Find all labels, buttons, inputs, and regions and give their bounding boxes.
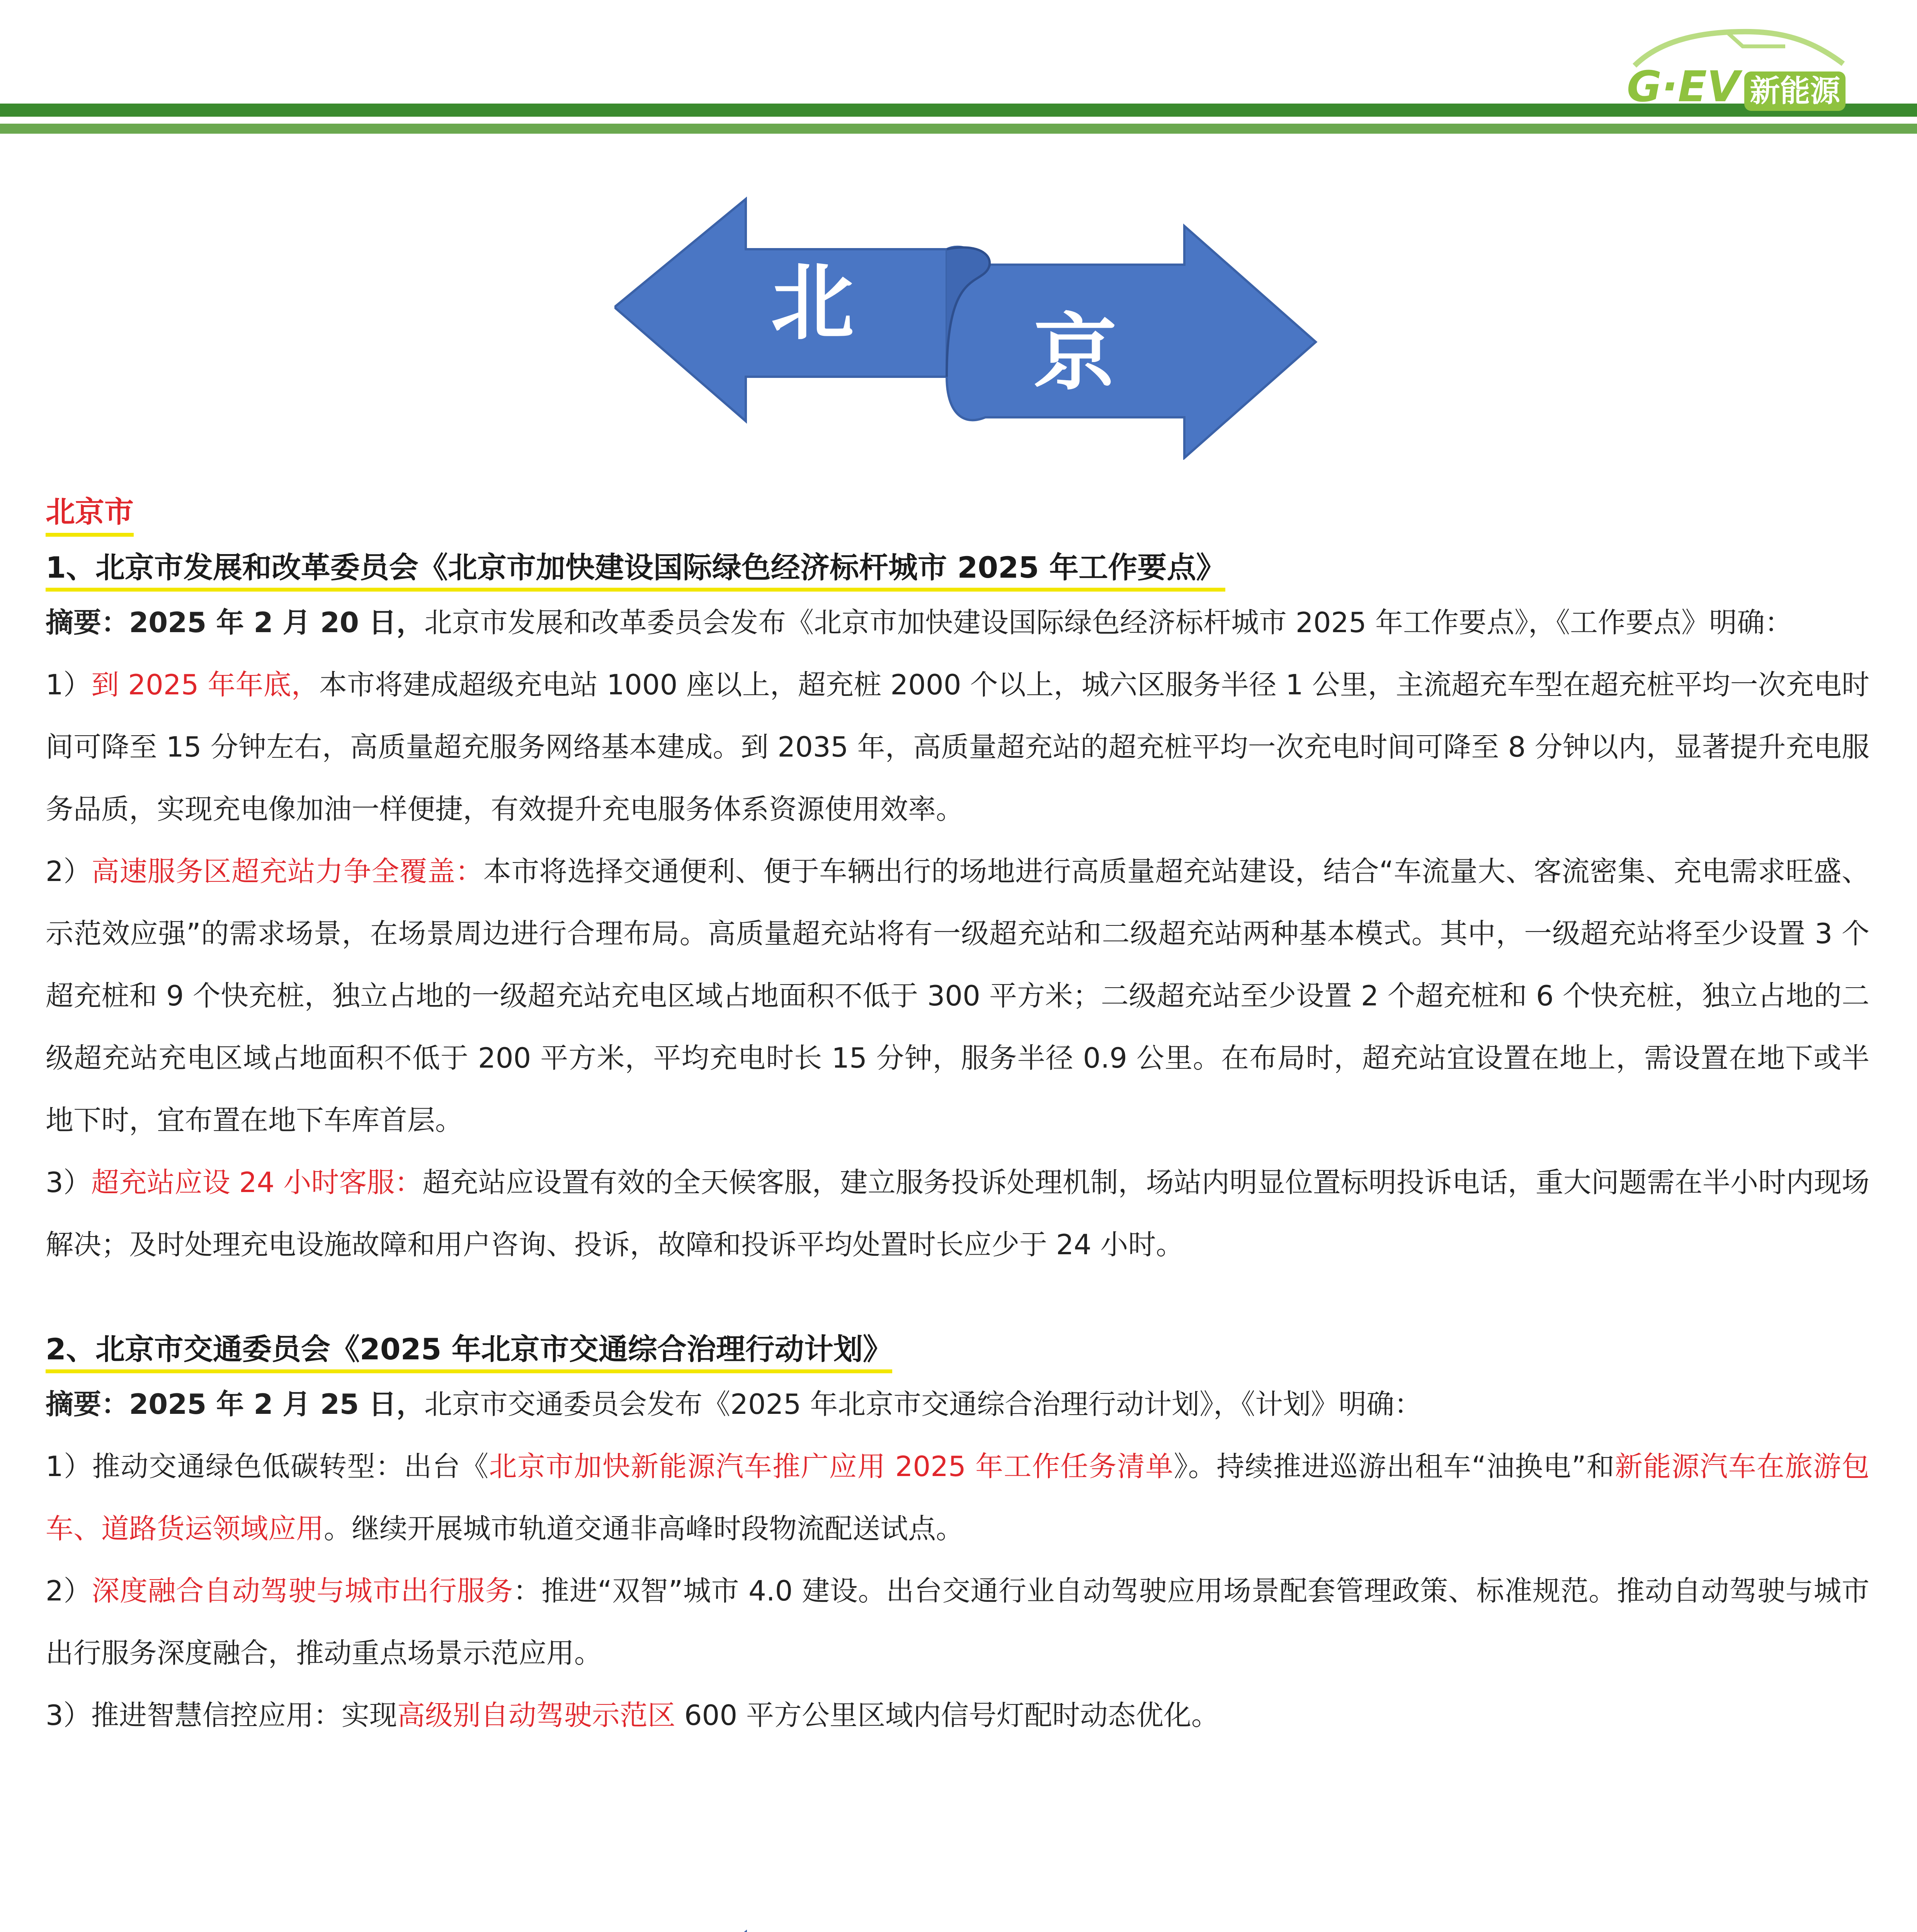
city-title: 北京市 [46, 493, 134, 537]
list-item: 1）到 2025 年年底，本市将建成超级充电站 1000 座以上，超充桩 2000 个以上，城六区服务半径 1 公里，主流超充车型在超充桩平均一次充电时间可降至 15 分钟左右，高质量超充服务网络基本建成。到 2035 年，高质量超充站的超充桩平均一次充电时间可降至 8 分钟以内，显著提升充电服务品质，实现充电像加油一样便捷，有效提升充电服务体系资源使用效率。 [46, 668, 1870, 825]
banner-char-left: 北 [771, 253, 854, 351]
abstract: 摘要：2025 年 2 月 25 日，北京市交通委员会发布《2025 年北京市交通综合治理行动计划》，《计划》明确： [46, 1388, 1422, 1420]
shanghai-banner [614, 1928, 1318, 1932]
header-rule-light [0, 124, 1917, 134]
double-arrow-ribbon-icon [614, 1928, 1318, 1932]
list-item: 3）超充站应设 24 小时客服：超充站应设置有效的全天候客服，建立服务投诉处理机制，场站内明显位置标明投诉电话，重大问题需在半小时内现场解决；及时处理充电设施故障和用户咨询、投诉，故障和投诉平均处置时长应少于 24 小时。 [46, 1166, 1869, 1261]
list-item: 2）高速服务区超充站力争全覆盖：本市将选择交通便利、便于车辆出行的场地进行高质量超充站建设，结合“车流量大、客流密集、充电需求旺盛、示范效应强”的需求场景，在场景周边进行合理布局。高质量超充站将有一级超充站和二级超充站两种基本模式。其中，一级超充站将至少设置 3 个超充桩和 9 个快充桩，独立占地的一级超充站充电区域占地面积不低于 300 平方米；二级超充站至少设置 2 个超充桩和 6 个快充桩，独立占地的二级超充站充电区域占地面积不低于 200 平方米，平均充电时长 15 分钟，服务半径 0.9 公里。在布局时，超充站宜设置在地上，需设置在地下或半地下时，宜布置在地下车库首层。 [46, 855, 1869, 1136]
abstract: 摘要：2025 年 2 月 20 日，北京市发展和改革委员会发布《北京市加快建设国际绿色经济标杆城市 2025 年工作要点》，《工作要点》明确： [46, 606, 1793, 639]
beijing-banner [614, 195, 1318, 460]
logo-text: G·EV 新能源 [1627, 62, 1846, 111]
section-heading: 2、北京市交通委员会《2025 年北京市交通综合治理行动计划》 [46, 1330, 892, 1373]
beijing-section [46, 493, 1869, 1747]
double-arrow-ribbon-icon [614, 195, 1318, 460]
list-item: 2）深度融合自动驾驶与城市出行服务：推进“双智”城市 4.0 建设。出台交通行业自动驾驶应用场景配套管理政策、标准规范。推动自动驾驶与城市出行服务深度融合，推动重点场景示范应用。 [46, 1575, 1869, 1669]
banner-char-right: 京 [1034, 304, 1117, 401]
list-item: 3）推进智慧信控应用：实现高级别自动驾驶示范区 600 平方公里区域内信号灯配时动态优化。 [46, 1699, 1220, 1731]
list-item: 1）推动交通绿色低碳转型：出台《北京市加快新能源汽车推广应用 2025 年工作任务清单》。持续推进巡游出租车“油换电”和新能源汽车在旅游包车、道路货运领域应用。继续开展城市轨道交通非高峰时段物流配送试点。 [46, 1450, 1869, 1545]
section-heading: 1、北京市发展和改革委员会《北京市加快建设国际绿色经济标杆城市 2025 年工作要点》 [46, 548, 1225, 592]
gev-logo [1611, 27, 1874, 111]
